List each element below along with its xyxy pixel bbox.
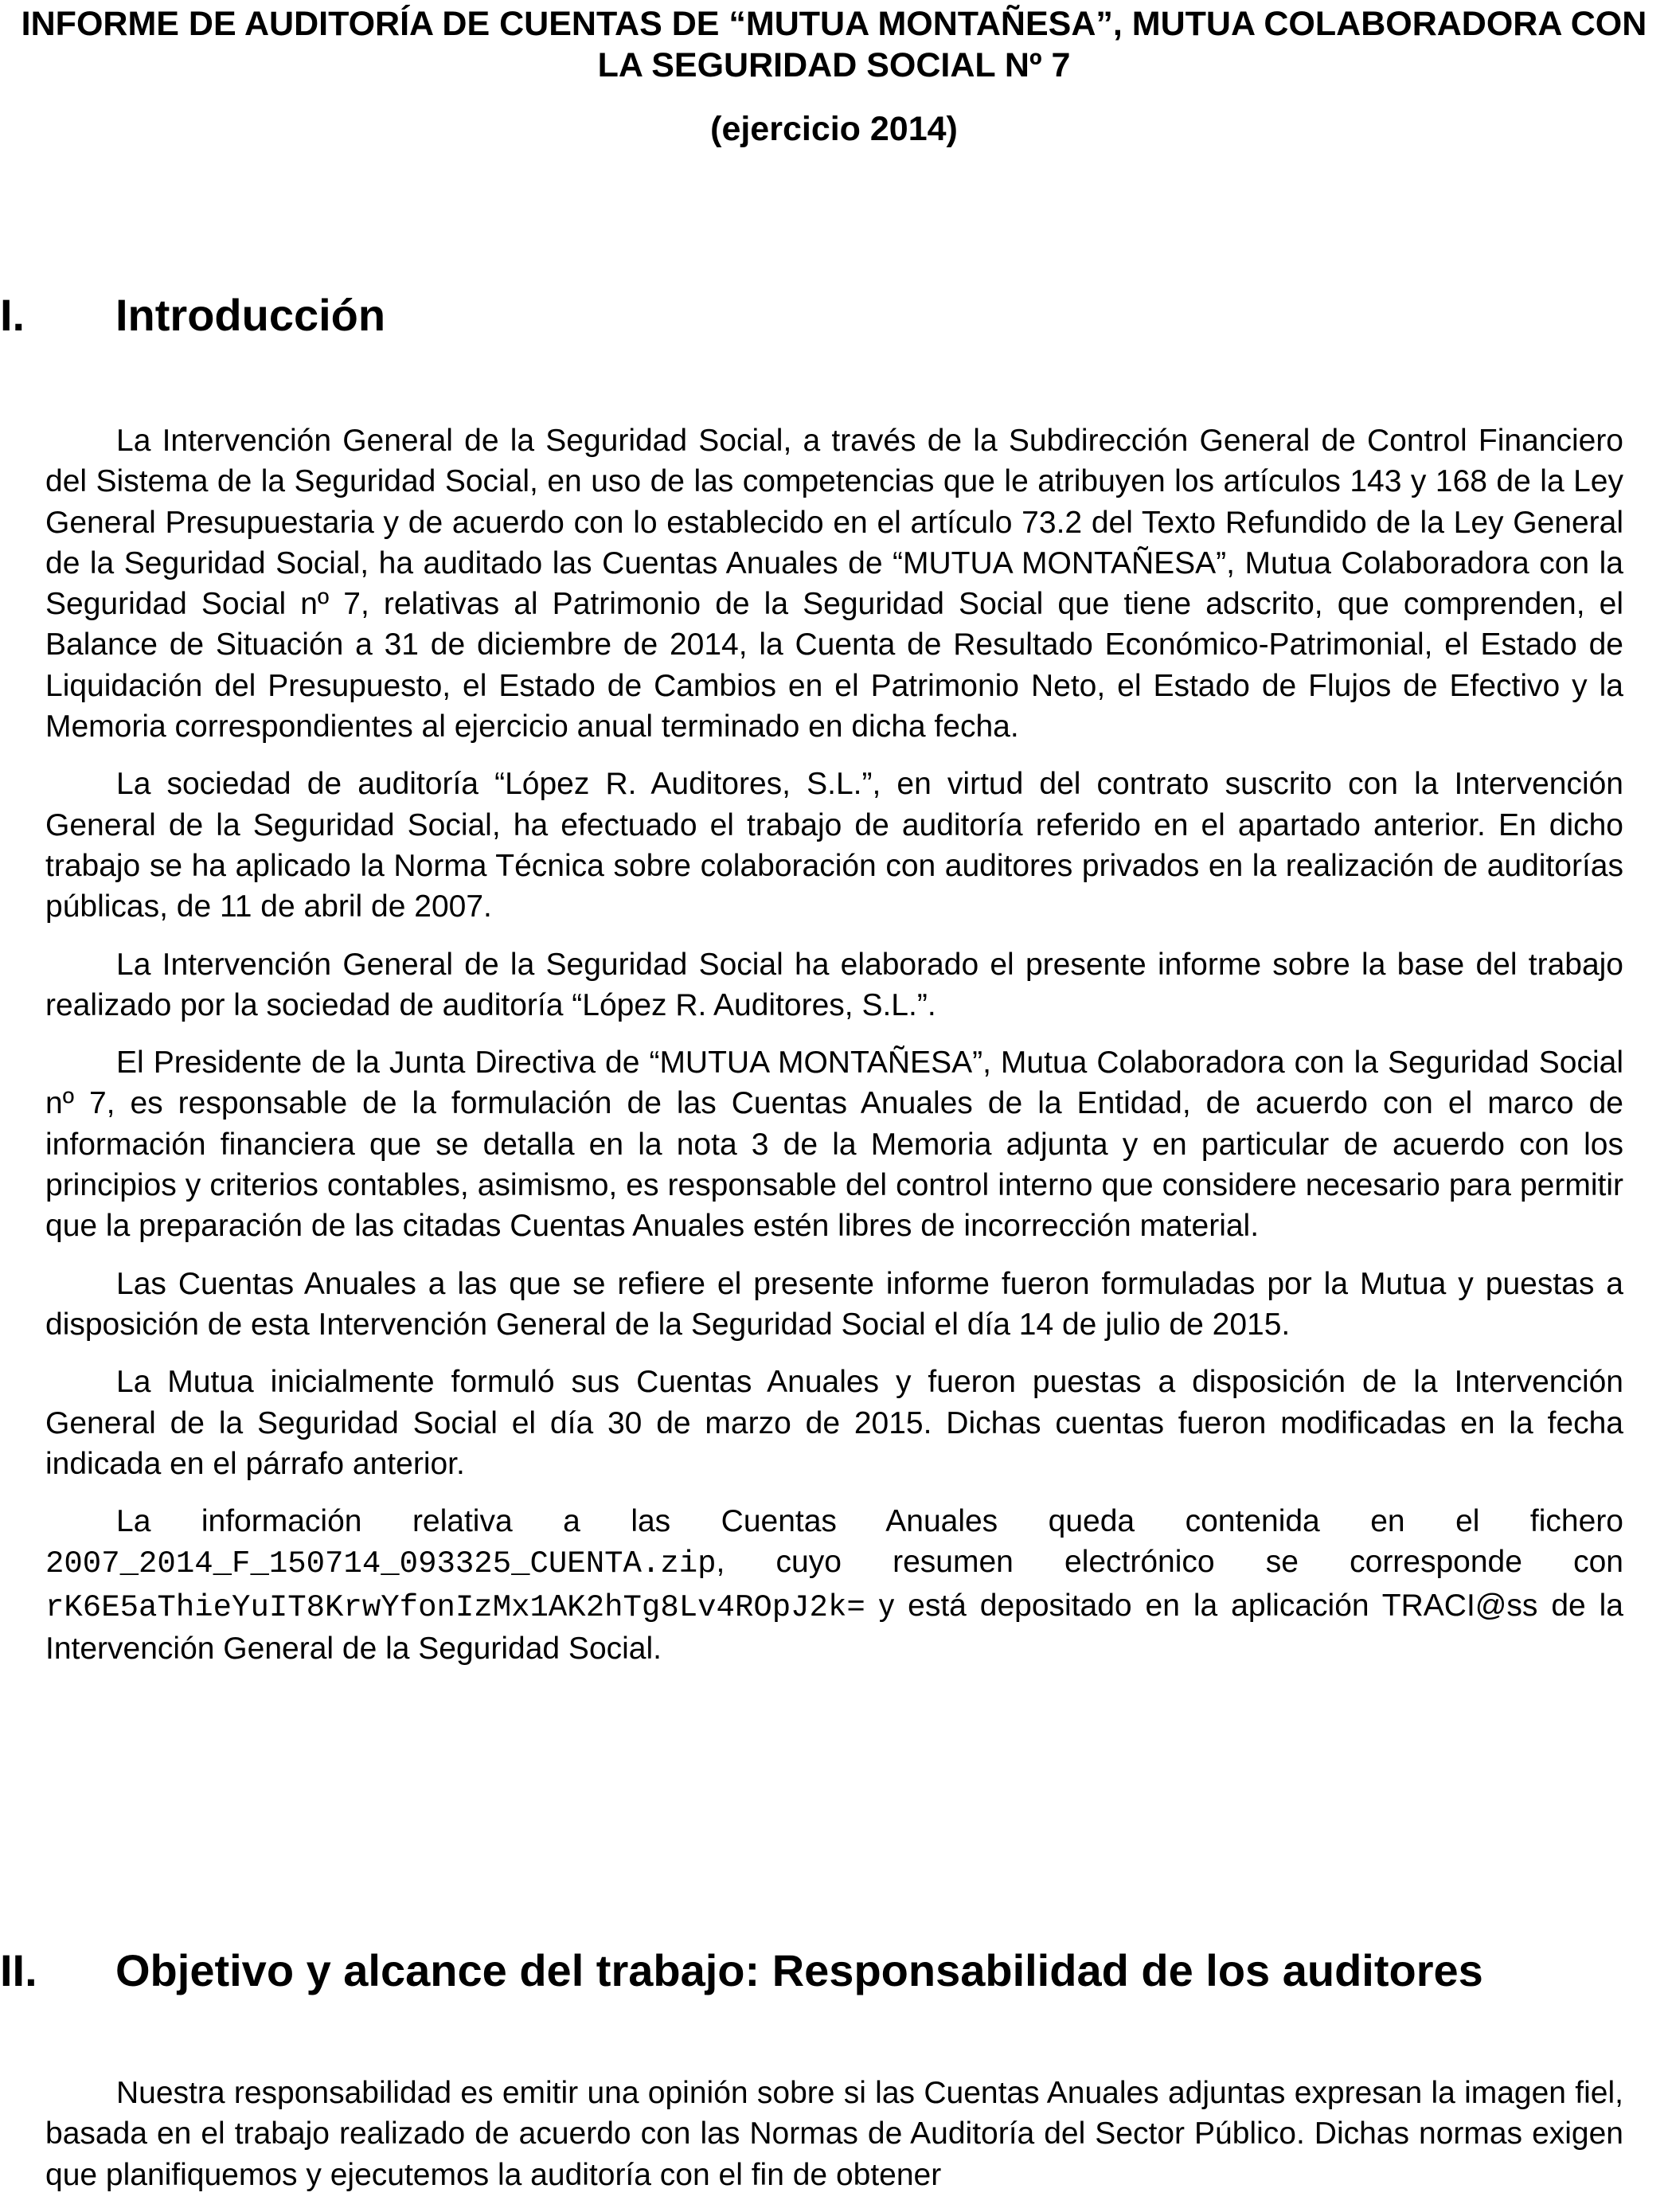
paragraph: La Intervención General de la Seguridad Social, a través de la Subdirección General de Control Financiero del Sistema de la Seguridad Social, en uso de las competencias que le atribuyen los artículos 143 y 168 de la Ley General Presupuestaria y de acuerdo con lo establecido en el artículo 73.2 del Texto Refundido de la Ley General de la Seguridad Social, ha auditado las Cuentas Anuales de “MUTUA MONTAÑESA”, Mutua Colaboradora con la Seguridad Social nº 7, relativas al Patrimonio de la Seguridad Social que tiene adscrito, que comprenden, el Balance de Situación a 31 de diciembre de 2014, la Cuenta de Resultado Económico-Patrimonial, el Estado de Liquidación del Presupuesto, el Estado de Cambios en el Patrimonio Neto, el Estado de Flujos de Efectivo y la Memoria correspondientes al ejercicio anual terminado en dicha fecha. xyxy=(45,424,1623,744)
paragraph: La Mutua inicialmente formuló sus Cuentas Anuales y fueron puestas a disposición de la Intervención General de la Seguridad Social el día 30 de marzo de 2015. Dichas cuentas fueron modificadas en la fecha indicada en el párrafo anterior. xyxy=(45,1365,1623,1481)
document-subtitle: (ejercicio 2014) xyxy=(710,110,958,148)
paragraph-text: y está depositado en la aplicación TRACI@ss de la Intervención General de la Seguridad Social. xyxy=(45,1588,1623,1667)
file-name: 2007_2014_F_150714_093325_CUENTA.zip xyxy=(45,1546,717,1582)
section-number: II. xyxy=(0,1945,37,1995)
document-title: INFORME DE AUDITORÍA DE CUENTAS DE “MUTUA MONTAÑESA”, MUTUA COLABORADORA CON LA SEGURIDAD SOCIAL Nº 7 xyxy=(21,5,1647,84)
paragraph-text: , cuyo resumen electrónico se corresponde con xyxy=(716,1545,1623,1580)
paragraph: Nuestra responsabilidad es emitir una opinión sobre si las Cuentas Anuales adjuntas expresan la imagen fiel, basada en el trabajo realizado de acuerdo con las Normas de Auditoría del Sector Público. Dichas normas exigen que planifiquemos y ejecutemos la auditoría con el fin de obtener xyxy=(45,2076,1623,2192)
paragraph-text: La información relativa a las Cuentas Anuales queda contenida en el fichero xyxy=(116,1504,1623,1539)
paragraph: La Intervención General de la Seguridad Social ha elaborado el presente informe sobre la base del trabajo realizado por la sociedad de auditoría “López R. Auditores, S.L.”. xyxy=(45,947,1623,1022)
file-reference-paragraph xyxy=(45,1501,1623,1669)
section-body-objetivo xyxy=(45,2073,1623,2212)
section-body-introduccion xyxy=(45,420,1623,1686)
paragraph: La sociedad de auditoría “López R. Auditores, S.L.”, en virtud del contrato suscrito con la Intervención General de la Seguridad Social, ha efectuado el trabajo de auditoría referido en el apartado anterior. En dicho trabajo se ha aplicado la Norma Técnica sobre colaboración con auditores privados en la realización de auditorías públicas, de 11 de abril de 2007. xyxy=(45,767,1623,924)
section-title: Objetivo y alcance del trabajo: Responsabilidad de los auditores xyxy=(115,1945,1483,1995)
section-title: Introducción xyxy=(115,290,386,340)
paragraph: Las Cuentas Anuales a las que se refiere el presente informe fueron formuladas por la Mutua y puestas a disposición de esta Intervención General de la Seguridad Social el día 14 de julio de 2015. xyxy=(45,1266,1623,1342)
electronic-hash: rK6E5aThieYuIT8KrwYfonIzMx1AK2hTg8Lv4ROpJ2k= xyxy=(45,1589,865,1625)
paragraph: El Presidente de la Junta Directiva de “MUTUA MONTAÑESA”, Mutua Colaboradora con la Seguridad Social nº 7, es responsable de la formulación de las Cuentas Anuales de la Entidad, de acuerdo con el marco de información financiera que se detalla en la nota 3 de la Memoria adjunta y en particular de acuerdo con los principios y criterios contables, asimismo, es responsable del control interno que considere necesario para permitir que la preparación de las citadas Cuentas Anuales estén libres de incorrección material. xyxy=(45,1045,1623,1244)
section-number: I. xyxy=(0,290,25,340)
